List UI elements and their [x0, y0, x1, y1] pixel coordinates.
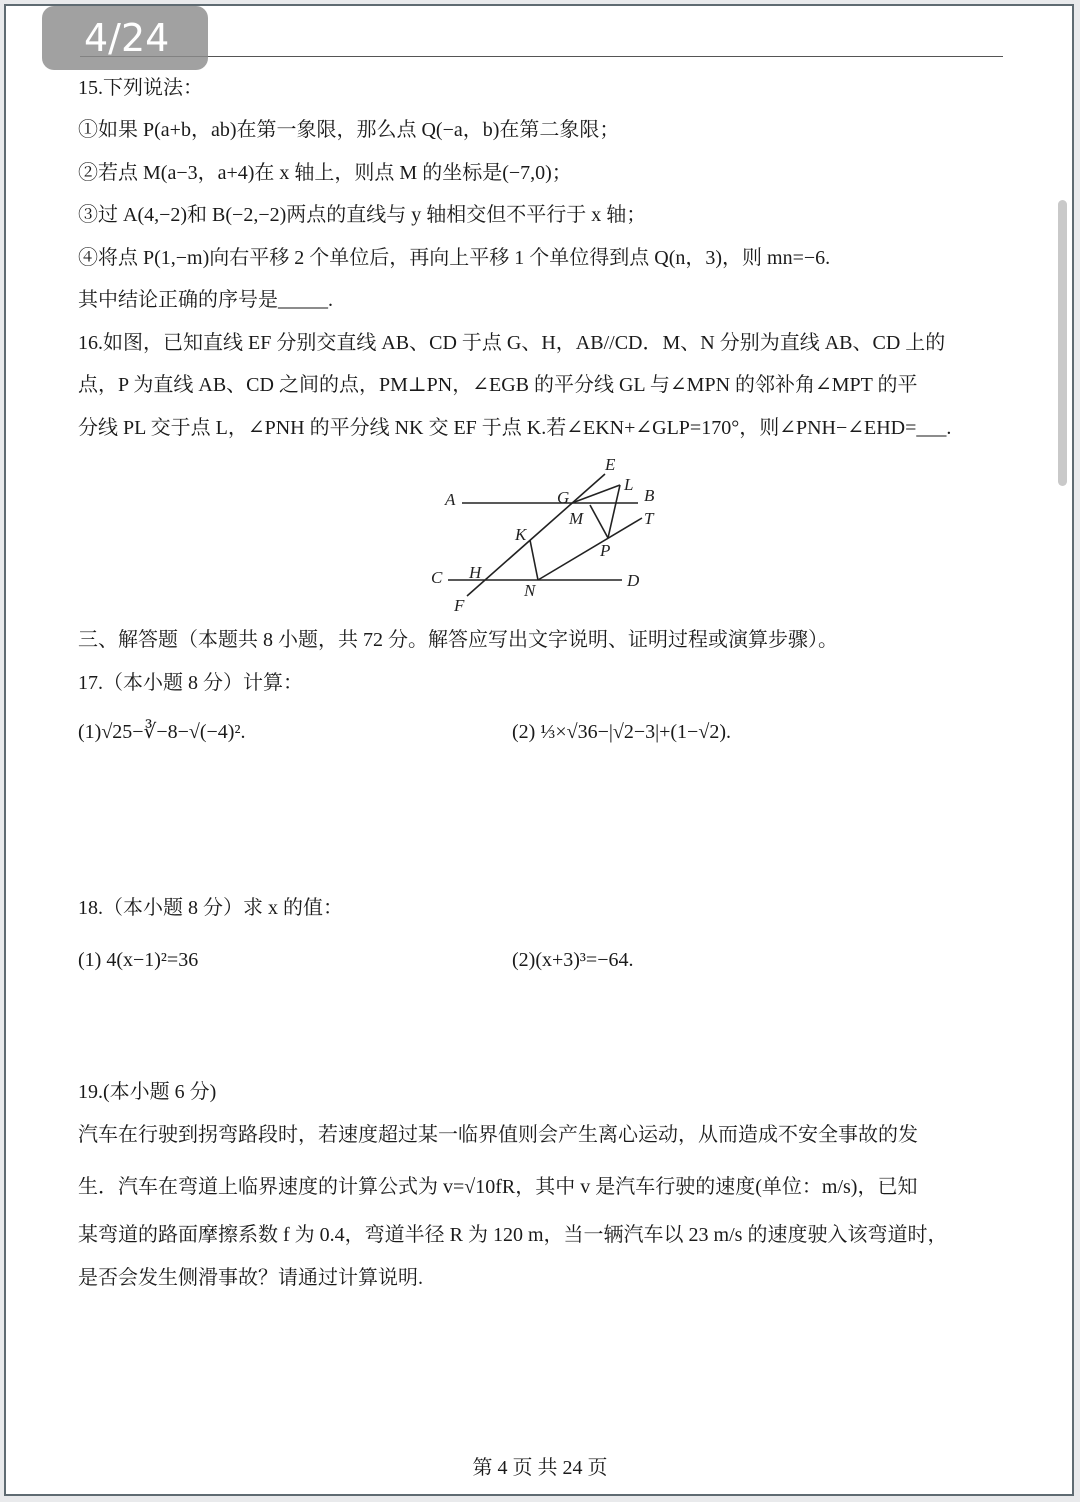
q19-line-3: 某弯道的路面摩擦系数 f 为 0.4，弯道半径 R 为 120 m，当一辆汽车以 23 m/s 的速度驶入该弯道时，	[78, 1224, 948, 1246]
label-p: P	[600, 541, 611, 560]
q19-line-2: 生．汽车在弯道上临界速度的计算公式为 v=√10fR，其中 v 是汽车行驶的速度(单位：m/s)，已知	[78, 1176, 918, 1198]
q17-title: 17.（本小题 8 分）计算：	[78, 672, 303, 694]
q15-answer-prompt: 其中结论正确的序号是_____.	[78, 289, 333, 311]
section-3-heading: 三、解答题（本题共 8 小题，共 72 分。解答应写出文字说明、证明过程或演算步骤）。	[78, 629, 838, 651]
q17-part-2: (2) ⅓×√36−|√2−3|+(1−√2).	[512, 721, 731, 743]
q18-part-2: (2)(x+3)³=−64.	[512, 949, 634, 971]
label-t: T	[644, 509, 654, 528]
label-l: L	[624, 475, 634, 494]
q17-part-1: (1)√25−∛−8−√(−4)².	[78, 721, 246, 743]
q16-geometry-figure	[0, 440, 1080, 630]
header-rule	[80, 56, 1003, 57]
label-m: M	[569, 509, 584, 528]
scrollbar-thumb[interactable]	[1058, 200, 1067, 486]
label-e: E	[605, 455, 616, 474]
q18-title: 18.（本小题 8 分）求 x 的值：	[78, 897, 343, 919]
q15-statement-1: ①如果 P(a+b，ab)在第一象限，那么点 Q(−a，b)在第二象限；	[78, 119, 620, 141]
label-c: C	[431, 568, 443, 587]
label-n: N	[524, 581, 536, 600]
q15-statement-2: ②若点 M(a−3，a+4)在 x 轴上，则点 M 的坐标是(−7,0)；	[78, 162, 572, 184]
segment-gl	[572, 485, 620, 503]
label-k: K	[515, 525, 527, 544]
segment-lp	[608, 485, 620, 538]
line-ef	[467, 474, 605, 596]
label-g: G	[557, 488, 570, 507]
label-d: D	[627, 571, 640, 590]
q19-line-4: 是否会发生侧滑事故？请通过计算说明.	[78, 1267, 423, 1289]
label-b: B	[644, 486, 655, 505]
q15-statement-4: ④将点 P(1,−m)向右平移 2 个单位后，再向上平移 1 个单位得到点 Q(n，3)，则 mn=−6.	[78, 247, 831, 269]
page-indicator: 4/24	[42, 6, 208, 70]
segment-mp	[590, 505, 608, 538]
q15-statement-3: ③过 A(4,−2)和 B(−2,−2)两点的直线与 y 轴相交但不平行于 x 轴；	[78, 204, 647, 226]
q18-part-1: (1) 4(x−1)²=36	[78, 949, 199, 971]
segment-kn	[530, 540, 538, 580]
q19-line-1: 汽车在行驶到拐弯路段时，若速度超过某一临界值则会产生离心运动，从而造成不安全事故的发	[78, 1124, 918, 1146]
q15-title: 15.下列说法：	[78, 77, 203, 99]
q16-line-1: 16.如图，已知直线 EF 分别交直线 AB、CD 于点 G、H，AB//CD．M、N 分别为直线 AB、CD 上的	[78, 332, 946, 354]
q19-title: 19.(本小题 6 分)	[78, 1081, 217, 1103]
label-f: F	[454, 596, 465, 615]
label-a: A	[445, 490, 456, 509]
label-h: H	[469, 563, 482, 582]
q16-line-2: 点，P 为直线 AB、CD 之间的点，PM⊥PN，∠EGB 的平分线 GL 与∠MPN 的邻补角∠MPT 的平	[78, 374, 918, 396]
q16-line-3: 分线 PL 交于点 L，∠PNH 的平分线 NK 交 EF 于点 K.若∠EKN+∠GLP=170°，则∠PNH−∠EHD=___.	[78, 417, 952, 439]
page-footer: 第 4 页 共 24 页	[472, 1457, 608, 1479]
